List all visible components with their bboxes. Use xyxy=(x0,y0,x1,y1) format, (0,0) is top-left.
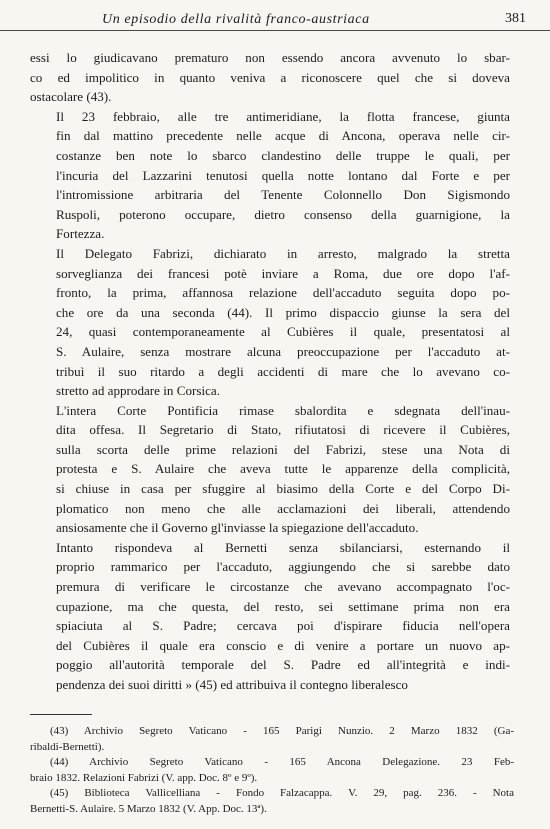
text-line: sorveglianza dei francesi potè inviare a Roma, due ore dopo l'af- xyxy=(56,265,510,281)
text-line: S. Aulaire, senza mostrare alcuna preoccupazione per l'accaduto at- xyxy=(56,343,510,359)
text-line: che ore da una seconda (44). Il primo dispaccio giunse la sera del xyxy=(56,304,510,320)
footnote-line: (44) Archivio Segreto Vaticano - 165 Ancona Delegazione. 23 Feb- xyxy=(50,756,514,768)
text-line: co ed impolitico in quanto veniva a riconoscere quel che si doveva xyxy=(30,69,510,85)
footnote-line: braio 1832. Relazioni Fabrizi (V. app. Doc. 8º e 9º). xyxy=(30,771,258,784)
footnote xyxy=(30,786,514,817)
text-line: Ruspoli, poterono occupare, dietro consenso della guarnigione, la xyxy=(56,206,510,222)
text-line: spiaciuta al S. Padre; cercava poi d'ispirare fiducia nell'opera xyxy=(56,618,510,634)
running-title: Un episodio della rivalità franco-austriaca xyxy=(102,12,370,27)
footnote-line: (43) Archivio Segreto Vaticano - 165 Parigi Nunzio. 2 Marzo 1832 (Ga- xyxy=(50,725,514,737)
text-line: plomatico non meno che alle acclamazioni dei liberali, attendendo xyxy=(56,500,510,516)
text-line: del Cubières il quale era conscio e di venire a portare un nuovo ap- xyxy=(56,637,510,653)
footnote-rule xyxy=(30,714,92,715)
text-line: stretto ad approdare in Corsica. xyxy=(56,383,220,399)
text-line: proprio rammarico per l'accaduto, aggiungendo che si sarebbe dato xyxy=(56,559,510,575)
text-line: pendenza dei suoi diritti » (45) ed attribuiva il contegno liberalesco xyxy=(56,677,408,692)
paragraph xyxy=(30,401,510,538)
text-line: Fortezza. xyxy=(56,226,105,242)
text-line: essi lo giudicavano prematuro non essendo ancora avvenuto lo sbar- xyxy=(30,50,510,65)
text-line: Intanto rispondeva al Bernetti senza sbilanciarsi, esternando il xyxy=(56,539,510,555)
text-line: l'incuria del Lazzarini tenutosi quella notte lontano dal Forte e per xyxy=(56,167,510,183)
paragraph xyxy=(30,107,510,244)
text-line: fronto, la prima, affannosa relazione dell'accaduto seguita dopo po- xyxy=(56,285,510,301)
text-line: protesta e S. Aulaire che aveva tutte le apparenze della complicità, xyxy=(56,461,510,477)
text-line: tribuì il suo ritardo a degli accidenti di mare che lo avevano co- xyxy=(56,363,510,379)
page-number: 381 xyxy=(505,11,526,26)
text-line: dita offesa. Il Segretario di Stato, rifiutatosi di ricevere il Cubières, xyxy=(56,422,510,438)
text-line: si chiuse in casa per sfuggire al biasimo della Corte e del Corpo Di- xyxy=(56,481,510,497)
text-line: cupazione, ma che questa, del resto, sei settimane prima non era xyxy=(56,598,510,614)
paragraph xyxy=(30,244,510,401)
text-line: premura di verificare le circostanze che avevano accompagnato l'oc- xyxy=(56,579,510,595)
footnote xyxy=(30,755,514,786)
text-line: ostacolare (43). xyxy=(30,89,112,105)
text-line: costanze ben note lo sbarco clandestino delle truppe le quali, per xyxy=(56,147,510,163)
text-line: fin dal mattino precedente nelle acque di Ancona, operava nelle cir- xyxy=(56,128,510,144)
running-head xyxy=(0,10,550,31)
text-line: Il Delegato Fabrizi, dichiarato in arresto, malgrado la stretta xyxy=(56,245,510,261)
text-line: sulla scorta delle prime relazioni del Fabrizi, stese una Nota di xyxy=(56,441,510,457)
text-line: poggio all'autorità temporale del S. Padre ed all'integrità e indi- xyxy=(56,657,510,673)
paragraph xyxy=(30,538,510,695)
text-line: L'intera Corte Pontificia rimase sbalordita e sdegnata dell'inau- xyxy=(56,402,510,418)
text-line: Il 23 febbraio, alle tre antimeridiane, la flotta francese, giunta xyxy=(56,108,510,124)
footnote-line: (45) Biblioteca Vallicelliana - Fondo Falzacappa. V. 29, pag. 236. - Nota xyxy=(50,787,514,799)
footnote xyxy=(30,724,514,755)
body-text xyxy=(30,48,510,695)
text-line: l'intromissione arbitraria del Tenente Colonnello Don Sigismondo xyxy=(56,187,510,203)
footnote-line: ribaldi-Bernetti). xyxy=(30,740,105,753)
footnote-line: Bernetti-S. Aulaire. 5 Marzo 1832 (V. App. Doc. 13ª). xyxy=(30,802,267,815)
footnotes xyxy=(30,724,514,817)
paragraph xyxy=(30,48,510,107)
text-line: ansiosamente che il Governo gl'inviasse la spiegazione dell'accaduto. xyxy=(56,520,419,536)
text-line: 24, quasi contemporaneamente al Cubières il quale, presentatosi al xyxy=(56,324,510,340)
